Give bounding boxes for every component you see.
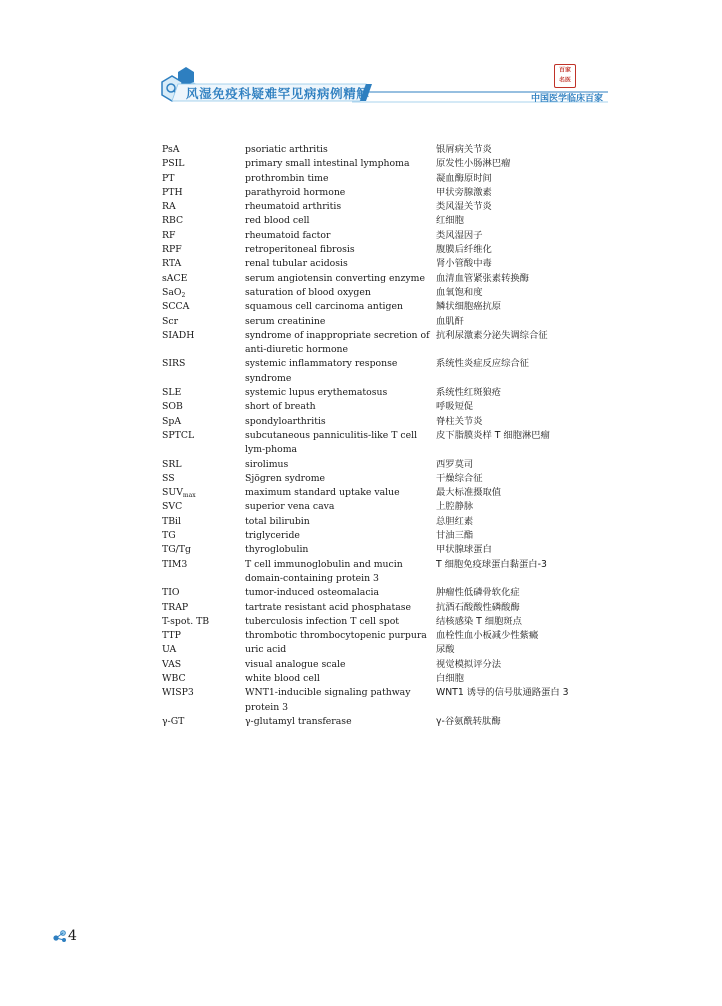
abbreviation: SPTCL (162, 429, 195, 441)
chinese-term: 最大标准摄取值 (436, 487, 502, 499)
table-row (162, 472, 592, 486)
chinese-term: 脊柱关节炎 (436, 415, 483, 427)
english-term: serum angiotensin converting enzyme (245, 272, 425, 284)
table-row (162, 243, 592, 257)
abbreviation: RPF (162, 244, 182, 256)
table-row (162, 172, 592, 186)
chinese-term: 肿瘤性低磷骨软化症 (436, 587, 520, 599)
table-row (162, 257, 592, 271)
table-row (162, 672, 592, 686)
abbreviation: TIM3 (162, 558, 188, 570)
abbreviation: SaO$_2$ (162, 286, 186, 299)
chinese-term: 视觉模拟评分法 (436, 658, 502, 670)
abbreviation: WISP3 (162, 687, 194, 699)
chinese-term: 系统性红斑狼疮 (436, 387, 502, 399)
table-row (162, 286, 592, 300)
abbreviation: γ-GT (162, 715, 185, 727)
abbreviation: SS (162, 472, 175, 484)
abbreviation: SpA (162, 415, 182, 427)
table-row (162, 272, 592, 286)
chinese-term: 类风湿关节炎 (436, 201, 492, 213)
english-term: tumor-induced osteomalacia (245, 587, 380, 599)
table-row (162, 315, 592, 329)
chinese-term: 肾小管酸中毒 (436, 258, 492, 270)
english-term: subcutaneous panniculitis-like T cell lym-phoma (245, 429, 418, 456)
english-term: retroperitoneal fibrosis (245, 244, 355, 256)
page-header (0, 0, 722, 120)
table-row (162, 486, 592, 500)
table-row (162, 300, 592, 314)
english-term: short of breath (245, 401, 316, 413)
english-term: renal tubular acidosis (245, 258, 348, 270)
chinese-term: 呼吸短促 (436, 401, 474, 413)
page-footer (52, 928, 68, 947)
abbreviation: RBC (162, 215, 184, 227)
table-row (162, 601, 592, 615)
abbreviation: UA (162, 644, 177, 656)
abbreviation: SCCA (162, 301, 190, 313)
table-row (162, 658, 592, 672)
table-row (162, 615, 592, 629)
chinese-term: 血氧饱和度 (436, 286, 483, 298)
chinese-term: 血清血管紧张素转换酶 (436, 272, 529, 284)
chinese-term: 血栓性血小板减少性紫癜 (436, 630, 539, 642)
abbreviation-table (162, 143, 592, 729)
abbreviation: SIRS (162, 358, 186, 370)
chinese-term: 凝血酶原时间 (436, 172, 492, 184)
chinese-term: 红细胞 (436, 215, 464, 227)
english-term: spondyloarthritis (245, 415, 326, 427)
chinese-term: 西罗莫司 (436, 458, 474, 470)
table-row (162, 458, 592, 472)
english-term: superior vena cava (245, 501, 335, 513)
english-term: sirolimus (245, 458, 289, 470)
english-term: serum creatinine (245, 315, 326, 327)
table-row (162, 543, 592, 557)
table-row (162, 643, 592, 657)
abbreviation: T-spot. TB (162, 615, 210, 627)
chinese-term: 皮下脂膜炎样 T 细胞淋巴瘤 (436, 429, 550, 441)
english-term: triglyceride (245, 530, 300, 542)
abbreviation: RA (162, 201, 176, 213)
english-term: squamous cell carcinoma antigen (245, 301, 403, 313)
book-title: 风湿免疫科疑难罕见病病例精解 (186, 86, 370, 101)
english-term: Sjögren sydrome (245, 472, 326, 484)
abbreviation: TG/Tg (162, 544, 191, 556)
english-term: total bilirubin (245, 515, 310, 527)
chinese-term: 鳞状细胞癌抗原 (436, 301, 502, 313)
table-row (162, 186, 592, 200)
table-row (162, 200, 592, 214)
english-term: systemic inflammatory response syndrome (245, 358, 398, 384)
table-row (162, 715, 592, 729)
chinese-term: 上腔静脉 (436, 501, 474, 513)
chinese-term: 类风湿因子 (436, 229, 483, 241)
table-row (162, 386, 592, 400)
english-term: rheumatoid factor (245, 229, 331, 241)
abbreviation: PTH (162, 186, 183, 198)
english-term: γ-glutamyl transferase (245, 715, 352, 727)
table-row (162, 586, 592, 600)
chinese-term: 银屑病关节炎 (436, 144, 492, 155)
abbreviation: TIO (162, 587, 180, 599)
english-term: red blood cell (245, 215, 310, 227)
abbreviation: TTP (162, 630, 181, 642)
english-term: maximum standard uptake value (245, 487, 400, 499)
english-term: primary small intestinal lymphoma (245, 158, 410, 170)
seal-logo: 百家 名医 (554, 64, 576, 88)
chinese-term: γ-谷氨酰转肽酶 (436, 715, 501, 727)
table-row (162, 415, 592, 429)
abbreviation: $SUV_{max}$ (162, 487, 196, 500)
table-row (162, 400, 592, 414)
chinese-term: 甲状腺球蛋白 (436, 544, 492, 556)
english-term: uric acid (245, 644, 287, 656)
table-row (162, 515, 592, 529)
chinese-term: 甘油三酯 (436, 530, 474, 542)
chinese-term: T 细胞免疫球蛋白黏蛋白-3 (436, 558, 547, 570)
abbreviation: TG (162, 530, 176, 542)
abbreviation: WBC (162, 672, 186, 684)
table-row (162, 329, 592, 358)
chinese-term: 系统性炎症反应综合征 (436, 358, 529, 370)
english-term: rheumatoid arthritis (245, 201, 342, 213)
chinese-term: 干燥综合征 (436, 472, 483, 484)
chinese-term: 甲状旁腺激素 (436, 186, 492, 198)
abbreviation: Scr (162, 315, 179, 327)
chinese-term: 总胆红素 (436, 515, 474, 527)
english-term: systemic lupus erythematosus (245, 387, 388, 399)
english-term: WNT1-inducible signaling pathway protein 3 (245, 687, 411, 713)
chinese-term: 尿酸 (436, 644, 455, 656)
table-row (162, 686, 592, 715)
table-row (162, 629, 592, 643)
table-row (162, 357, 592, 386)
chinese-term: 腹膜后纤维化 (436, 244, 492, 256)
english-term: thyroglobulin (245, 544, 309, 556)
header-decoration (0, 0, 722, 120)
english-term: prothrombin time (245, 172, 329, 184)
abbreviation: SLE (162, 387, 182, 399)
abbreviation: sACE (162, 272, 188, 284)
chinese-term: 结核感染 T 细胞斑点 (436, 615, 522, 627)
abbreviation: PsA (162, 144, 180, 155)
chinese-term: 原发性小肠淋巴瘤 (436, 158, 511, 170)
abbreviation: RF (162, 229, 176, 241)
chinese-term: 白细胞 (436, 672, 464, 684)
chinese-term: 抗酒石酸酸性磷酸酶 (436, 601, 520, 613)
english-term: visual analogue scale (245, 658, 346, 670)
english-term: tartrate resistant acid phosphatase (245, 601, 412, 613)
table-row (162, 558, 592, 587)
table-row (162, 529, 592, 543)
table-row (162, 157, 592, 171)
abbreviation: SOB (162, 401, 183, 413)
abbreviation: PT (162, 172, 175, 184)
abbreviation: RTA (162, 258, 182, 270)
page-number: 4 (68, 928, 77, 944)
english-term: T cell immunoglobulin and mucin domain-containing protein 3 (245, 558, 403, 584)
table-row (162, 229, 592, 243)
table-row (162, 214, 592, 228)
table-row (162, 143, 592, 157)
abbreviation: TBil (162, 515, 181, 527)
series-title: 中国医学临床百家 (531, 94, 604, 104)
abbreviation: SIADH (162, 329, 195, 341)
table-row (162, 500, 592, 514)
english-term: tuberculosis infection T cell spot (245, 615, 400, 627)
chinese-term: 抗利尿激素分泌失调综合征 (436, 329, 548, 341)
abbreviation: VAS (162, 658, 182, 670)
table-row (162, 429, 592, 458)
abbreviation: TRAP (162, 601, 189, 613)
chinese-term: 血肌酐 (436, 315, 464, 327)
english-term: thrombotic thrombocytopenic purpura (245, 630, 427, 642)
english-term: psoriatic arthritis (245, 144, 328, 155)
abbreviation: SRL (162, 458, 182, 470)
molecule-icon (52, 929, 68, 943)
abbreviation: PSIL (162, 158, 185, 170)
english-term: syndrome of inappropriate secretion of anti-diuretic hormone (245, 329, 430, 356)
chinese-term: WNT1 诱导的信号肽通路蛋白 3 (436, 687, 569, 699)
abbreviation: SVC (162, 501, 183, 513)
english-term: saturation of blood oxygen (245, 286, 371, 298)
english-term: white blood cell (245, 672, 320, 684)
english-term: parathyroid hormone (245, 186, 346, 198)
